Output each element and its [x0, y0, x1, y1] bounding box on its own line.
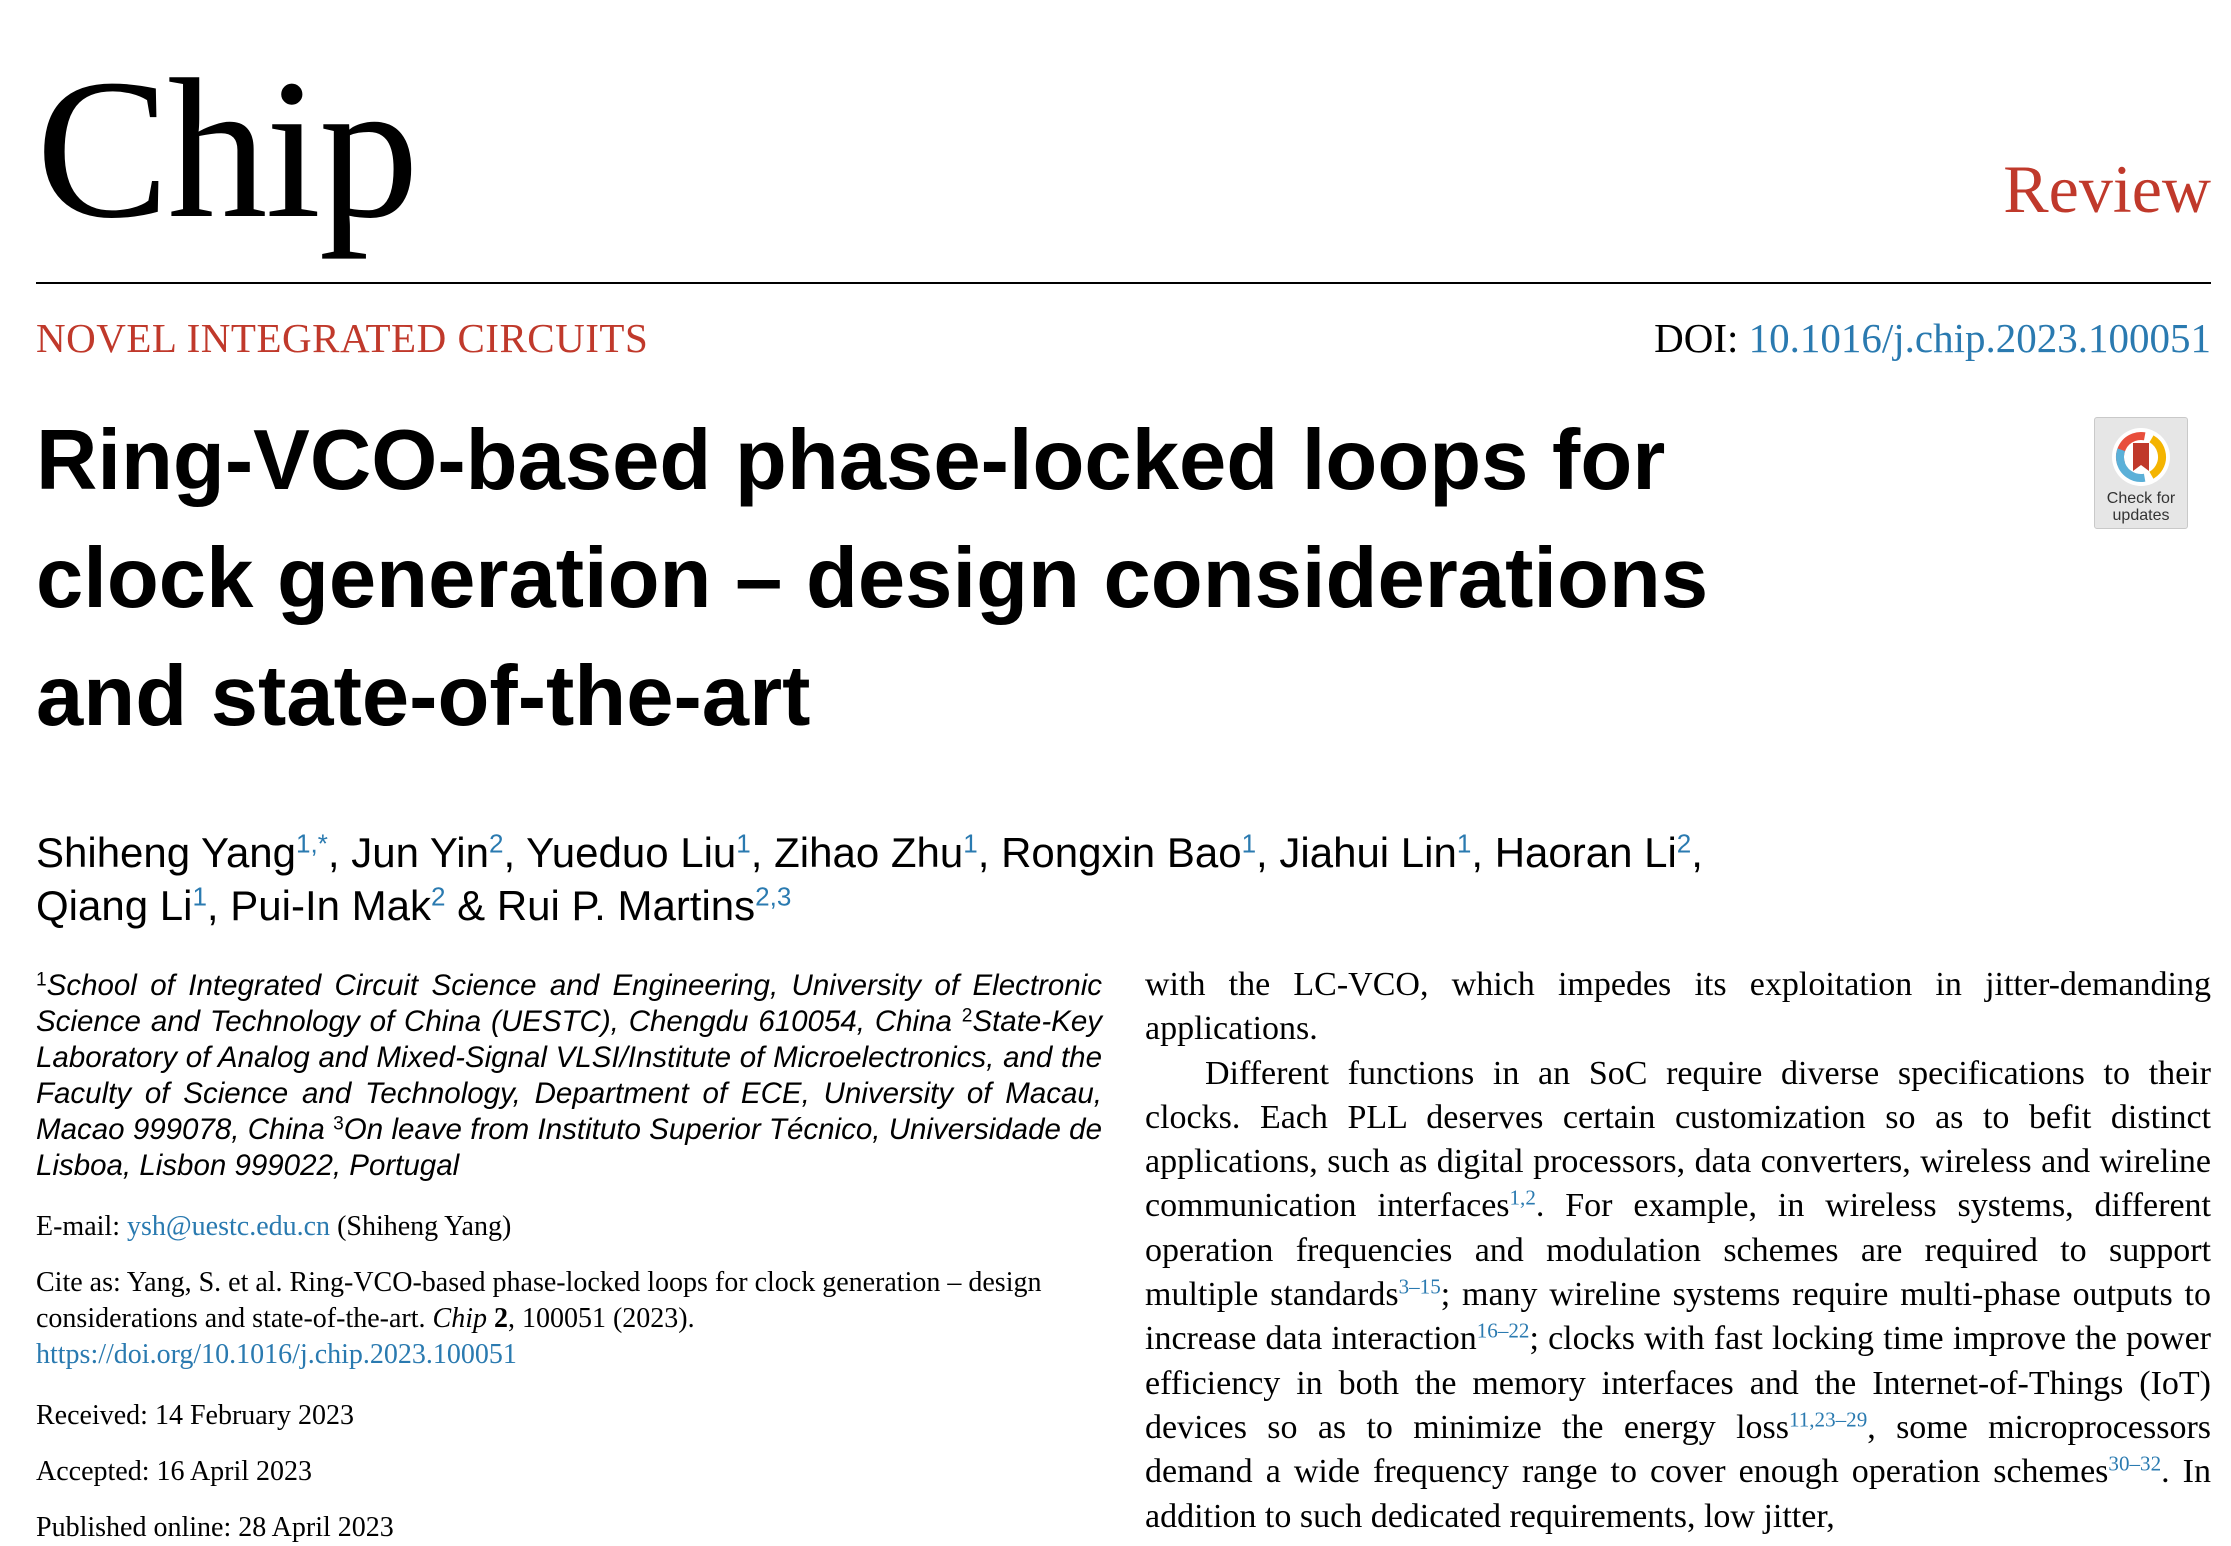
doi-link[interactable]: 10.1016/j.chip.2023.100051 — [1748, 315, 2211, 361]
check-updates-line1: Check for — [2106, 490, 2176, 507]
citation-rest: , 100051 (2023). — [507, 1303, 695, 1334]
author-name: Rongxin Bao — [1001, 829, 1242, 876]
author-name: Qiang Li — [36, 882, 193, 929]
author-name: Haoran Li — [1494, 829, 1677, 876]
header-divider — [36, 282, 2211, 284]
body-text-span: . For example, in wireless systems, different operation frequencies and modulation schemes are required to support multiple standards — [1145, 1187, 2211, 1314]
author-affiliation-ref: 1 — [963, 828, 978, 859]
article-type: Review — [2003, 151, 2211, 227]
author-affiliation-ref: 2 — [489, 828, 504, 859]
received-date: Received: 14 February 2023 — [36, 1400, 355, 1431]
affiliation-text: School of Integrated Circuit Science and Engineering, University of Electronic Science and Technology of China (UESTC), Chengdu 610054, China — [36, 969, 1102, 1038]
author-affiliation-ref: 1,* — [296, 828, 328, 859]
body-text — [1145, 963, 2211, 1539]
author-name: Yueduo Liu — [526, 829, 737, 876]
citation-doi-link[interactable]: https://doi.org/10.1016/j.chip.2023.100051 — [36, 1339, 517, 1370]
author-name: Zihao Zhu — [774, 829, 964, 876]
check-updates-icon — [2110, 426, 2172, 488]
doi-label: DOI: — [1654, 315, 1739, 361]
email-line — [36, 1209, 1106, 1245]
author-affiliation-ref: 2,3 — [755, 881, 792, 912]
citation-ref[interactable]: 11,23–29 — [1788, 1407, 1868, 1432]
affiliation-number: 3 — [333, 1113, 344, 1135]
email-label: E-mail: — [36, 1211, 120, 1242]
affiliations — [36, 968, 1102, 1184]
citation-ref[interactable]: 3–15 — [1398, 1274, 1441, 1299]
affiliation-number: 1 — [36, 969, 47, 991]
author-list: Shiheng Yang$^{1,*}$, Jun Yin$^2$, Yueduo Liu$^1$, Zihao Zhu$^1$, Rongxin Bao$^1$, Jiahui Lin$^1$, Haoran Li$^2$, Qiang Li$^1$, Pui-In Mak$^2$ & Rui P. Martins$^{2,3}$ — [36, 828, 1703, 929]
citation-text: Cite as: Yang, S. et al. Ring-VCO-based phase-locked loops for clock generation – design considerations and state-of-the-art. — [36, 1267, 1042, 1334]
check-updates-line2: updates — [2112, 507, 2170, 524]
body-paragraph — [1145, 1052, 2211, 1539]
author-affiliation-ref: 2 — [431, 881, 446, 912]
email-name: (Shiheng Yang) — [337, 1211, 512, 1242]
citation-ref[interactable]: 16–22 — [1476, 1318, 1530, 1343]
affiliation-text: On leave from Instituto Superior Técnico, Universidade de Lisboa, Lisbon 999022, Portugal — [36, 1113, 1102, 1182]
section-label: NOVEL INTEGRATED CIRCUITS — [36, 315, 649, 361]
citation — [36, 1265, 1106, 1373]
body-text-span: ; clocks with fast locking time improve the power efficiency in both the memory interfaces and the Internet-of-Things (IoT) devices so as to minimize the energy loss — [1145, 1320, 2211, 1446]
author-affiliation-ref: 1 — [736, 828, 751, 859]
citation-ref[interactable]: 30–32 — [2108, 1451, 2162, 1476]
article-title — [36, 402, 2036, 756]
body-text-span: . In addition to such dedicated requirements, low jitter, — [1145, 1453, 2211, 1535]
accepted-date: Accepted: 16 April 2023 — [36, 1456, 313, 1487]
author-affiliation-ref: 2 — [1676, 828, 1692, 859]
body-text-span: ; many wireline systems require multi-phase outputs to increase data interaction — [1145, 1276, 2211, 1358]
title-line: and state-of-the-art — [36, 649, 811, 744]
title-line: Ring-VCO-based phase-locked loops for — [36, 413, 1666, 508]
title-line: clock generation – design considerations — [36, 531, 1709, 626]
author-name: Rui P. Martins — [496, 882, 756, 929]
author-affiliation-ref: 1 — [1241, 828, 1257, 859]
body-paragraph: with the LC-VCO, which impedes its exploitation in jitter-demanding applications. — [1145, 966, 2211, 1048]
author-ampersand: & — [457, 882, 486, 929]
author-name: Jiahui Lin — [1279, 829, 1457, 876]
doi — [1654, 315, 2211, 361]
citation-ref[interactable]: 1,2 — [1509, 1185, 1536, 1210]
body-text-span: , some microprocessors demand a wide frequency range to cover enough operation schemes — [1145, 1408, 2211, 1491]
journal-name: Chip — [36, 39, 417, 260]
check-for-updates-badge[interactable] — [2094, 417, 2188, 529]
author-name: Jun Yin — [351, 829, 489, 876]
email-link[interactable]: ysh@uestc.edu.cn — [126, 1211, 331, 1242]
body-text-span: Different functions in an SoC require diverse specifications to their clocks. Each PLL deserves certain customization so as to befit distinct applications, such as digital processors, data converters, wireless and wireline communication interfaces — [1145, 1054, 2211, 1225]
published-date: Published online: 28 April 2023 — [36, 1512, 394, 1543]
citation-journal: Chip — [432, 1303, 487, 1334]
author-name: Shiheng Yang — [36, 829, 297, 876]
affiliation-text: State-Key Laboratory of Analog and Mixed-Signal VLSI/Institute of Microelectronics, and the Faculty of Science and Technology, Department of ECE, University of Macau, Macao 999078, China — [36, 1005, 1102, 1146]
author-affiliation-ref: 1 — [1456, 828, 1472, 859]
author-name: Pui-In Mak — [230, 882, 431, 929]
affiliation-number: 2 — [961, 1005, 973, 1027]
author-affiliation-ref: 1 — [192, 881, 207, 912]
citation-volume: 2 — [493, 1303, 508, 1334]
